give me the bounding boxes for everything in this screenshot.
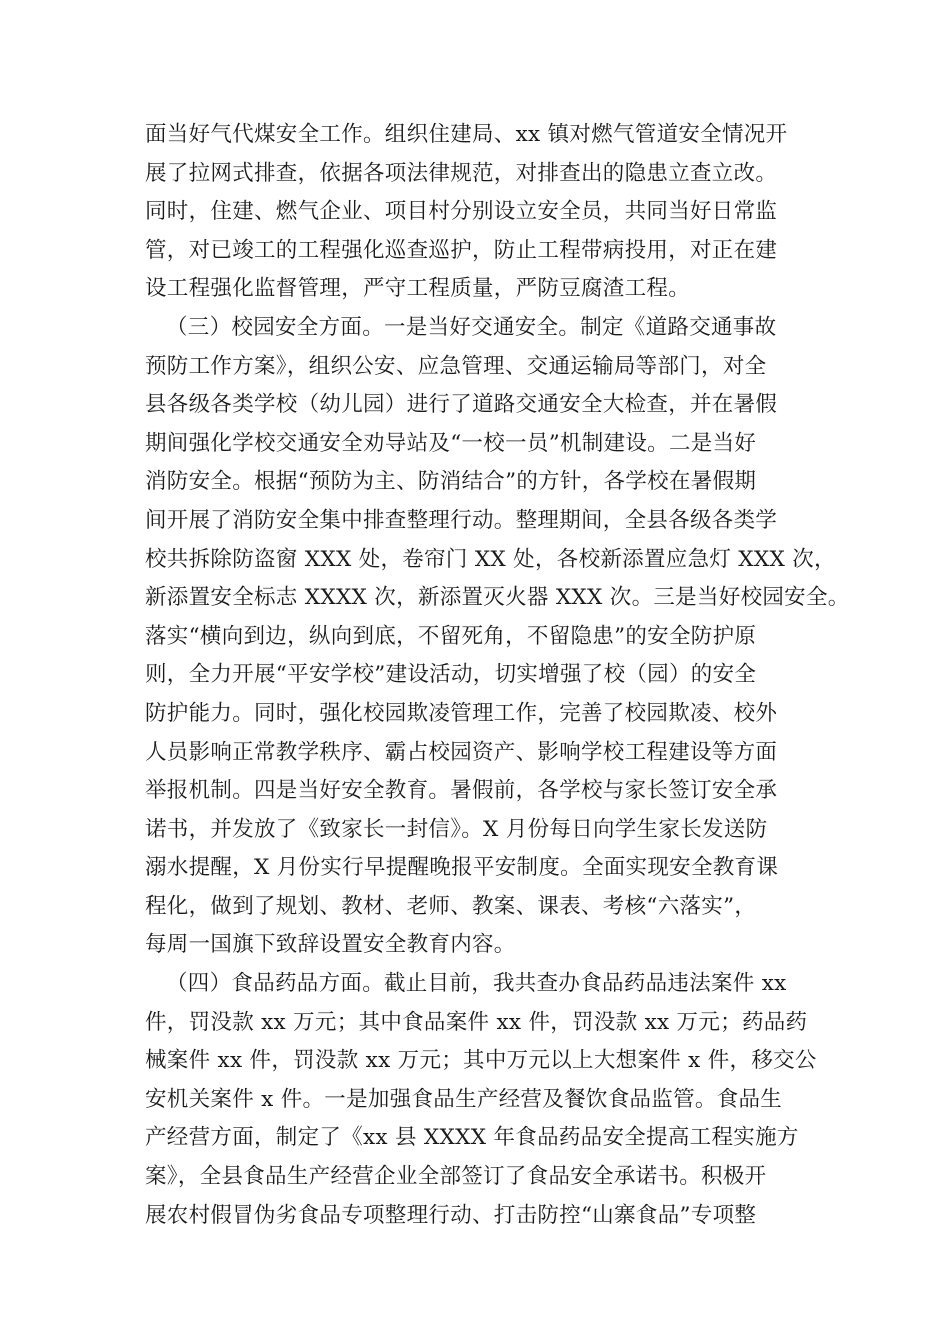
text-line: 设工程强化监督管理，严守工程质量，严防豆腐渣工程。	[145, 276, 691, 302]
text-line: 展农村假冒伪劣食品专项整理行动、打击防控“山寨食品”专项整	[145, 1202, 757, 1228]
text-line: 同时，住建、燃气企业、项目村分别设立安全员，共同当好日常监	[145, 199, 778, 225]
text-line: 诺书，并发放了《致家长一封信》。X 月份每日向学生家长发送防	[145, 816, 768, 842]
text-line: 防护能力。同时，强化校园欺凌管理工作，完善了校园欺凌、校外	[145, 700, 778, 726]
text-line: 县各级各类学校（幼儿园）进行了道路交通安全大检查，并在暑假	[145, 392, 778, 418]
text-line: 械案件 xx 件，罚没款 xx 万元；其中万元以上大想案件 x 件，移交公	[145, 1048, 817, 1074]
text-line: 人员影响正常教学秩序、霸占校园资产、影响学校工程建设等方面	[145, 739, 778, 765]
text-line: 消防安全。根据“预防为主、防消结合”的方针，各学校在暑假期	[145, 469, 757, 495]
text-line: 每周一国旗下致辞设置安全教育内容。	[145, 932, 516, 958]
text-line: 间开展了消防安全集中排查整理行动。整理期间，全县各级各类学	[145, 507, 778, 533]
text-line: 预防工作方案》，组织公安、应急管理、交通运输局等部门，对全	[145, 353, 767, 379]
text-line: 则，全力开展“平安学校”建设活动，切实增强了校（园）的安全	[145, 662, 757, 688]
text-line: 期间强化学校交通安全劝导站及“一校一员”机制建设。二是当好	[145, 430, 757, 456]
text-line: 管，对已竣工的工程强化巡查巡护，防止工程带病投用，对正在建	[145, 237, 778, 263]
text-line: 落实“横向到边，纵向到底，不留死角，不留隐患”的安全防护原	[145, 623, 757, 649]
text-line: 展了拉网式排查，依据各项法律规范，对排查出的隐患立查立改。	[145, 160, 778, 186]
text-line: 产经营方面，制定了《xx 县 XXXX 年食品药品安全提高工程实施方	[145, 1125, 799, 1151]
text-line: 程化，做到了规划、教材、老师、教案、课表、考核“六落实”，	[145, 893, 757, 919]
text-line: 件，罚没款 xx 万元；其中食品案件 xx 件，罚没款 xx 万元；药品药	[145, 1009, 808, 1035]
text-line: 安机关案件 x 件。一是加强食品生产经营及餐饮食品监管。食品生	[145, 1086, 783, 1112]
text-line: （三）校园安全方面。一是当好交通安全。制定《道路交通事故	[166, 314, 777, 340]
text-line: （四）食品药品方面。截止目前，我共查办食品药品违法案件 xx	[166, 971, 787, 997]
body-text	[145, 116, 850, 1235]
text-line: 举报机制。四是当好安全教育。暑假前，各学校与家长签订安全承	[145, 778, 778, 804]
text-line: 校共拆除防盗窗 XXX 处，卷帘门 XX 处，各校新添置应急灯 XXX 次，	[145, 546, 836, 572]
text-line: 面当好气代煤安全工作。组织住建局、xx 镇对燃气管道安全情况开	[145, 122, 788, 147]
text-line: 案》，全县食品生产经营企业全部签订了食品安全承诺书。积极开	[145, 1164, 767, 1190]
text-line: 溺水提醒，X 月份实行早提醒晚报平安制度。全面实现安全教育课	[145, 855, 779, 881]
text-line: 新添置安全标志 XXXX 次，新添置灭火器 XXX 次。三是当好校园安全。	[145, 585, 850, 611]
